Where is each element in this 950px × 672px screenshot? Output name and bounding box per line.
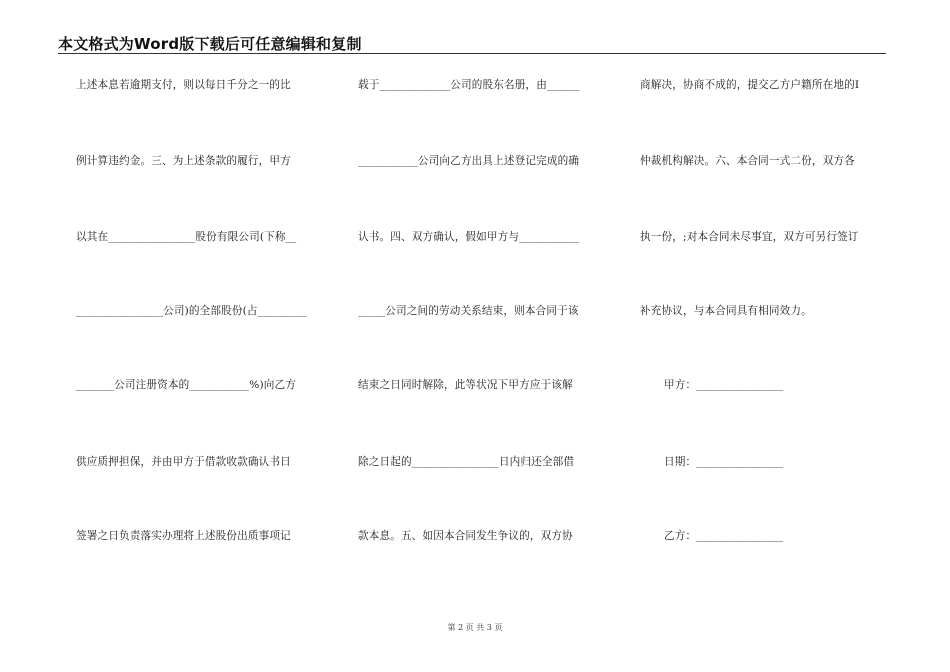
paragraph-line: 补充协议，与本合同具有相同效力。 <box>640 305 812 317</box>
paragraph-line: 除之日起的________________日内归还全部借 <box>358 456 575 468</box>
signature-party-a: 甲方：________________ <box>664 379 784 391</box>
paragraph-line: 仲裁机构解决。六、本合同一式二份，双方各 <box>640 155 855 167</box>
paragraph-line: _____公司之间的劳动关系结束，则本合同于该 <box>358 305 579 317</box>
paragraph-line: 以其在________________股份有限公司(下称__ <box>76 231 297 243</box>
paragraph-line: 例计算违约金。三、为上述条款的履行，甲方 <box>76 155 291 167</box>
header-divider <box>58 53 886 54</box>
paragraph-line: 商解决，协商不成的，提交乙方户籍所在地的I <box>640 79 860 91</box>
paragraph-line: 签署之日负责落实办理将上述股份出质事项记 <box>76 530 291 542</box>
document-header-title: 本文格式为Word版下载后可任意编辑和复制 <box>58 35 362 53</box>
paragraph-line: 执一份，;对本合同未尽事宜，双方可另行签订 <box>640 231 859 243</box>
signature-date: 日期：________________ <box>664 456 784 468</box>
page-number-footer: 第 2 页 共 3 页 <box>447 623 503 632</box>
paragraph-line: ________________公司)的全部股份(占_________ <box>76 305 307 317</box>
paragraph-line: 认书。四、双方确认，假如甲方与___________ <box>358 231 580 243</box>
paragraph-line: _______公司注册资本的___________%)向乙方 <box>76 379 296 391</box>
signature-party-b: 乙方：________________ <box>664 530 784 542</box>
paragraph-line: 结束之日同时解除，此等状况下甲方应于该解 <box>358 379 573 391</box>
paragraph-line: 供应质押担保，并由甲方于借款收款确认书日 <box>76 456 291 468</box>
paragraph-line: ___________公司向乙方出具上述登记完成的确 <box>358 155 580 167</box>
paragraph-line: 款本息。五、如因本合同发生争议的，双方协 <box>358 530 573 542</box>
paragraph-line: 载于_____________公司的股东名册，由______ <box>358 79 580 91</box>
paragraph-line: 上述本息若逾期支付，则以每日千分之一的比 <box>76 79 291 91</box>
